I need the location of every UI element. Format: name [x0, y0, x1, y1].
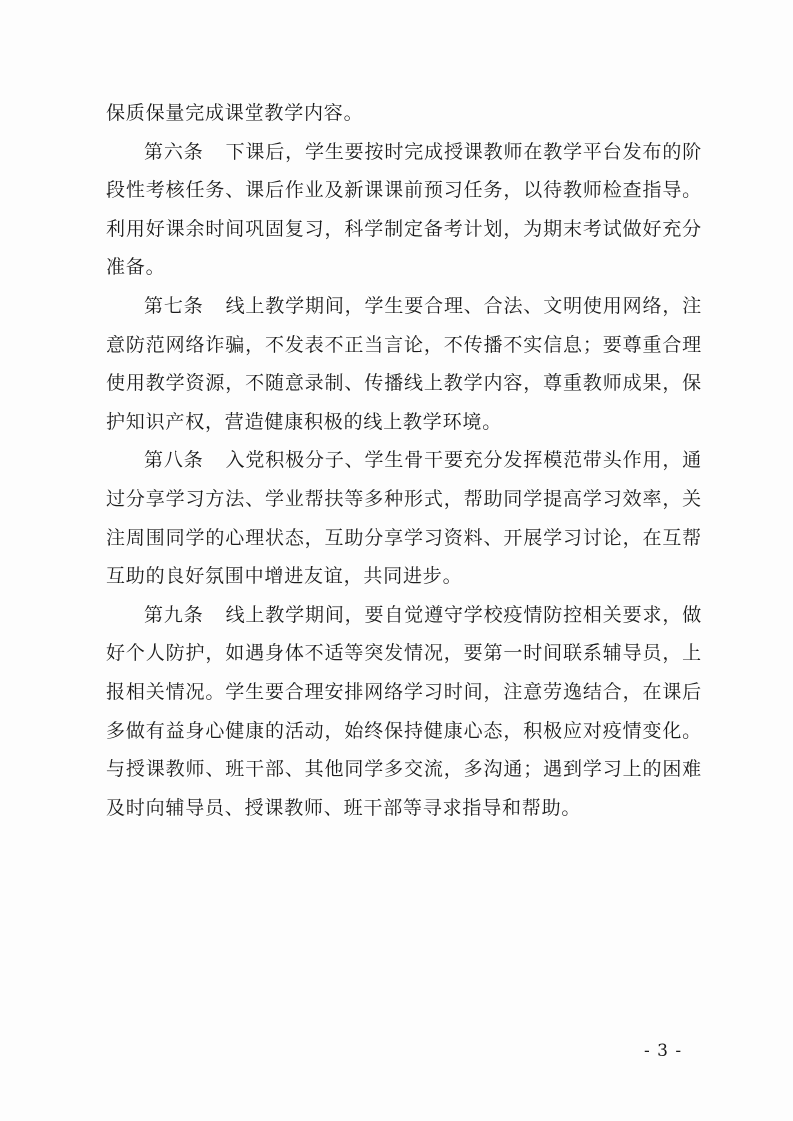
continuation-paragraph: 保质保量完成课堂教学内容。	[106, 102, 364, 124]
article-8-label: 第八条	[144, 449, 204, 472]
document-body	[106, 94, 702, 827]
article-8-text: 入党积极分子、学生骨干要充分发挥模范带头作用，通过分享学习方法、学业帮扶等多种形式，帮助同学提高学习效率，关注周围同学的心理状态，互助分享学习资料、开展学习讨论，在互帮互助的良好氛围中增进友谊，共同进步。	[106, 449, 702, 588]
article-9-label: 第九条	[144, 603, 204, 626]
article-9-text: 线上教学期间，要自觉遵守学校疫情防控相关要求，做好个人防护，如遇身体不适等突发情况，要第一时间联系辅导员，上报相关情况。学生要合理安排网络学习时间，注意劳逸结合，在课后多做有益身心健康的活动，始终保持健康心态，积极应对疫情变化。与授课教师、班干部、其他同学多交流，多沟通；遇到学习上的困难及时向辅导员、授课教师、班干部等寻求指导和帮助。	[106, 603, 702, 819]
article-7-paragraph	[106, 287, 702, 441]
article-9-paragraph	[106, 596, 702, 828]
page-number: - 3 -	[644, 1041, 683, 1061]
article-7-text: 线上教学期间，学生要合理、合法、文明使用网络，注意防范网络诈骗，不发表不正当言论，不传播不实信息；要尊重合理使用教学资源，不随意录制、传播线上教学内容，尊重教师成果，保护知识产权，营造健康积极的线上教学环境。	[106, 294, 702, 433]
article-6-label: 第六条	[144, 140, 204, 163]
article-6-text: 下课后，学生要按时完成授课教师在教学平台发布的阶段性考核任务、课后作业及新课课前预习任务，以待教师检查指导。利用好课余时间巩固复习，科学制定备考计划，为期末考试做好充分准备。	[106, 140, 702, 279]
article-7-label: 第七条	[144, 294, 204, 317]
article-8-paragraph	[106, 441, 702, 595]
article-6-paragraph	[106, 133, 702, 287]
